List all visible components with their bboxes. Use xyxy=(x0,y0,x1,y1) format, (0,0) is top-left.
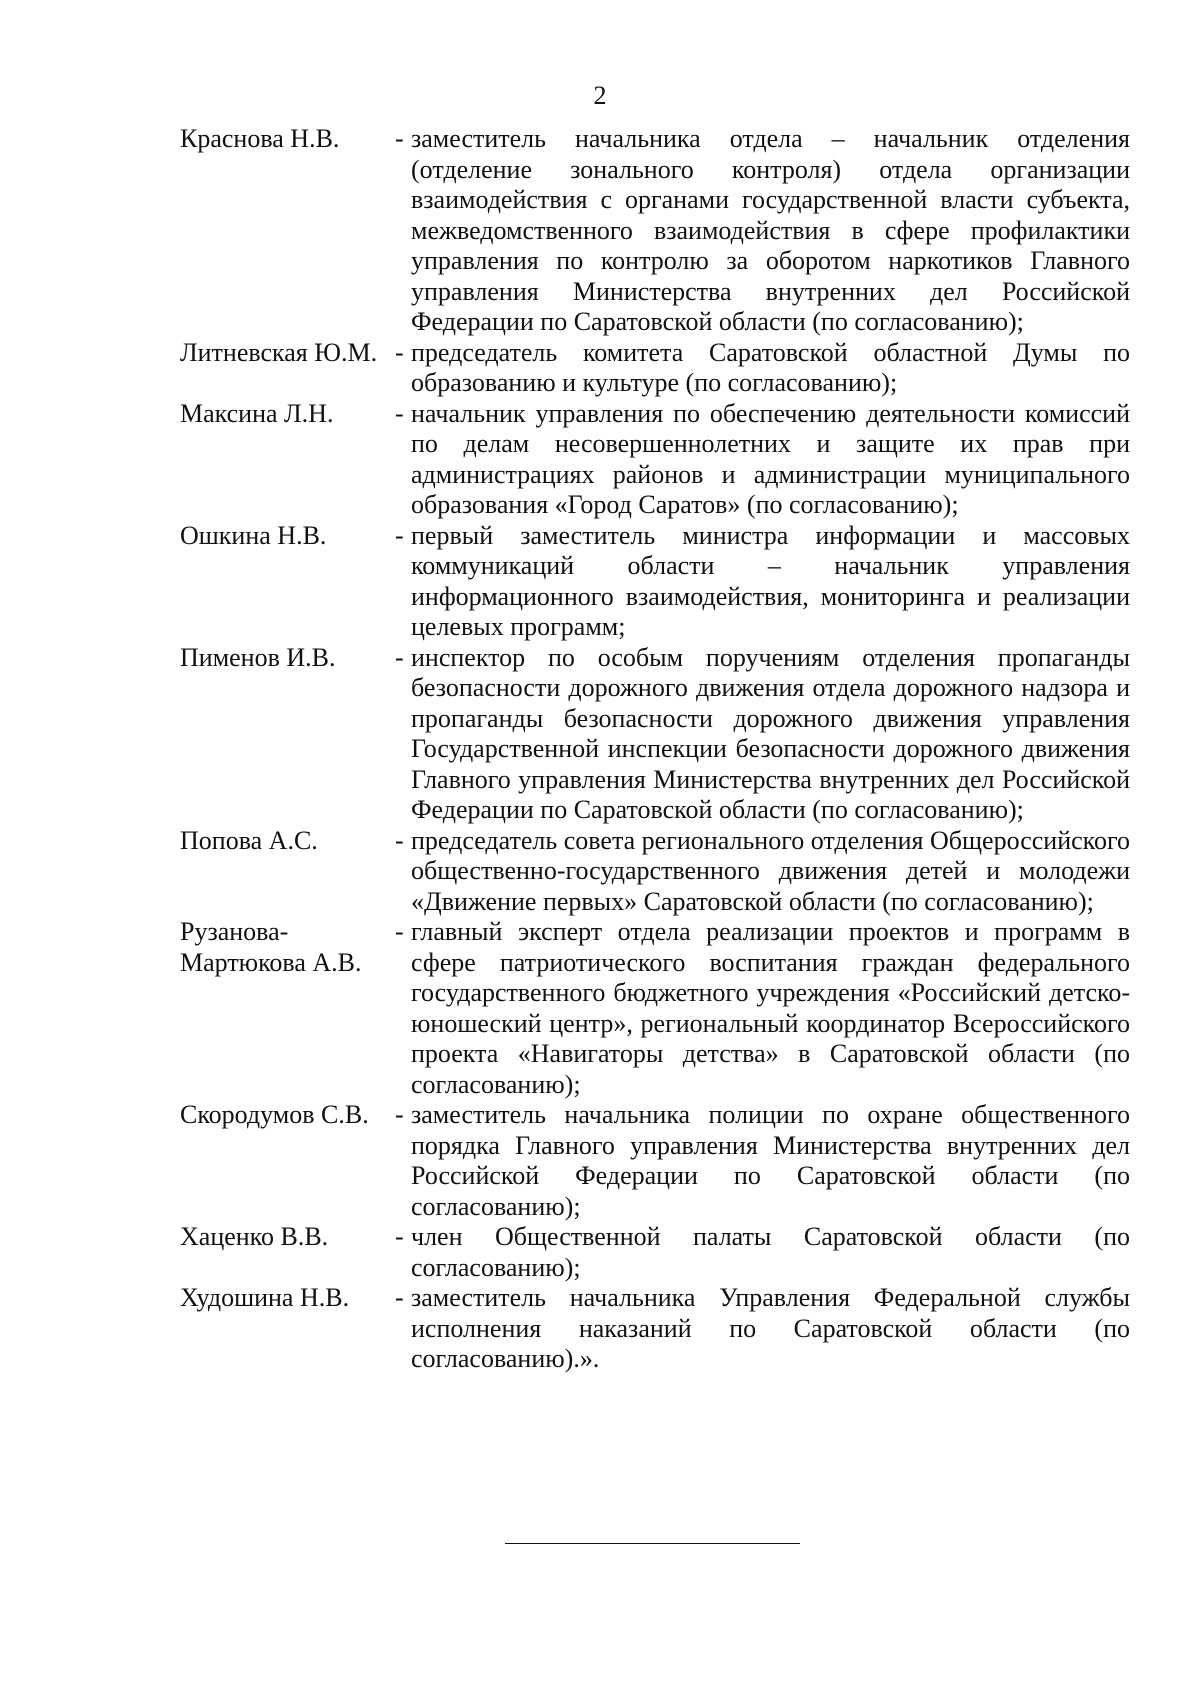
member-dash: - xyxy=(395,398,404,428)
member-dash: - xyxy=(395,337,404,367)
member-dash: - xyxy=(395,1283,404,1312)
member-entry xyxy=(180,917,1130,1100)
member-dash: - xyxy=(395,917,404,946)
member-position: начальник управления по обеспечению деятельности комиссий по делам несовершеннолетних и защите их прав при администрациях районов и администрации муниципального образования «Город Саратов» (по согласованию); xyxy=(411,398,1130,519)
member-entry xyxy=(180,643,1130,826)
page-number: 2 xyxy=(593,81,607,110)
member-dash: - xyxy=(395,1100,404,1129)
member-position: заместитель начальника отдела – начальник отделения (отделение зонального контроля) отдела организации взаимодействия с органами государственной власти субъекта, межведомственного взаимодействия в сфере профилактики управления по контролю за оборотом наркотиков Главного управления Министерства внутренних дел Российской Федерации по Саратовской области (по согласованию); xyxy=(411,124,1130,336)
member-entry xyxy=(180,826,1130,918)
member-dash: - xyxy=(395,520,404,550)
member-position: председатель комитета Саратовской областной Думы по образованию и культуре (по согласованию); xyxy=(411,337,1130,397)
member-entry xyxy=(180,1283,1130,1375)
member-entry xyxy=(180,399,1130,521)
member-name: Хаценко В.В. xyxy=(180,1222,329,1251)
member-name: Литневская Ю.М. xyxy=(180,337,378,367)
member-name: Максина Л.Н. xyxy=(180,398,334,428)
member-position: инспектор по особым поручениям отделения пропаганды безопасности дорожного движения отдела дорожного надзора и пропаганды безопасности дорожного движения управления Государственной инспекции безопасности дорожного движения Главного управления Министерства внутренних дел Российской Федерации по Саратовской области (по согласованию); xyxy=(411,642,1130,824)
member-entry xyxy=(180,1100,1130,1222)
member-dash: - xyxy=(395,124,404,153)
member-entry xyxy=(180,124,1130,338)
member-name: Краснова Н.В. xyxy=(180,124,340,153)
member-name: Худошина Н.В. xyxy=(180,1283,350,1312)
member-list xyxy=(180,124,1130,1375)
member-name: Пименов И.В. xyxy=(180,642,336,672)
member-entry xyxy=(180,338,1130,399)
member-position: заместитель начальника Управления Федеральной службы исполнения наказаний по Саратовской области (по согласованию).». xyxy=(411,1283,1130,1373)
member-entry xyxy=(180,521,1130,643)
member-position: главный эксперт отдела реализации проектов и программ в сфере патриотического воспитания граждан федерального государственного бюджетного учреждения «Российский детско-юношеский центр», региональный координатор Всероссийского проекта «Навигаторы детства» в Саратовской области (по согласованию); xyxy=(411,917,1130,1099)
member-position: заместитель начальника полиции по охране общественного порядка Главного управления Министерства внутренних дел Российской Федерации по Саратовской области (по согласованию); xyxy=(411,1100,1130,1221)
member-position: председатель совета регионального отделения Общероссийского общественно-государственного движения детей и молодежи «Движение первых» Саратовской области (по согласованию); xyxy=(411,825,1130,916)
member-name: Ошкина Н.В. xyxy=(180,520,327,550)
member-name: Скородумов С.В. xyxy=(180,1100,369,1129)
member-dash: - xyxy=(395,1222,404,1251)
closing-rule-divider xyxy=(505,1543,800,1544)
member-name: Попова А.С. xyxy=(180,825,318,855)
member-position: член Общественной палаты Саратовской области (по согласованию); xyxy=(411,1222,1130,1282)
member-name: Рузанова- Мартюкова А.В. xyxy=(180,917,362,977)
member-dash: - xyxy=(395,642,404,672)
member-position: первый заместитель министра информации и массовых коммуникаций области – начальник управления информационного взаимодействия, мониторинга и реализации целевых программ; xyxy=(411,520,1130,641)
member-dash: - xyxy=(395,825,404,855)
member-entry xyxy=(180,1222,1130,1283)
